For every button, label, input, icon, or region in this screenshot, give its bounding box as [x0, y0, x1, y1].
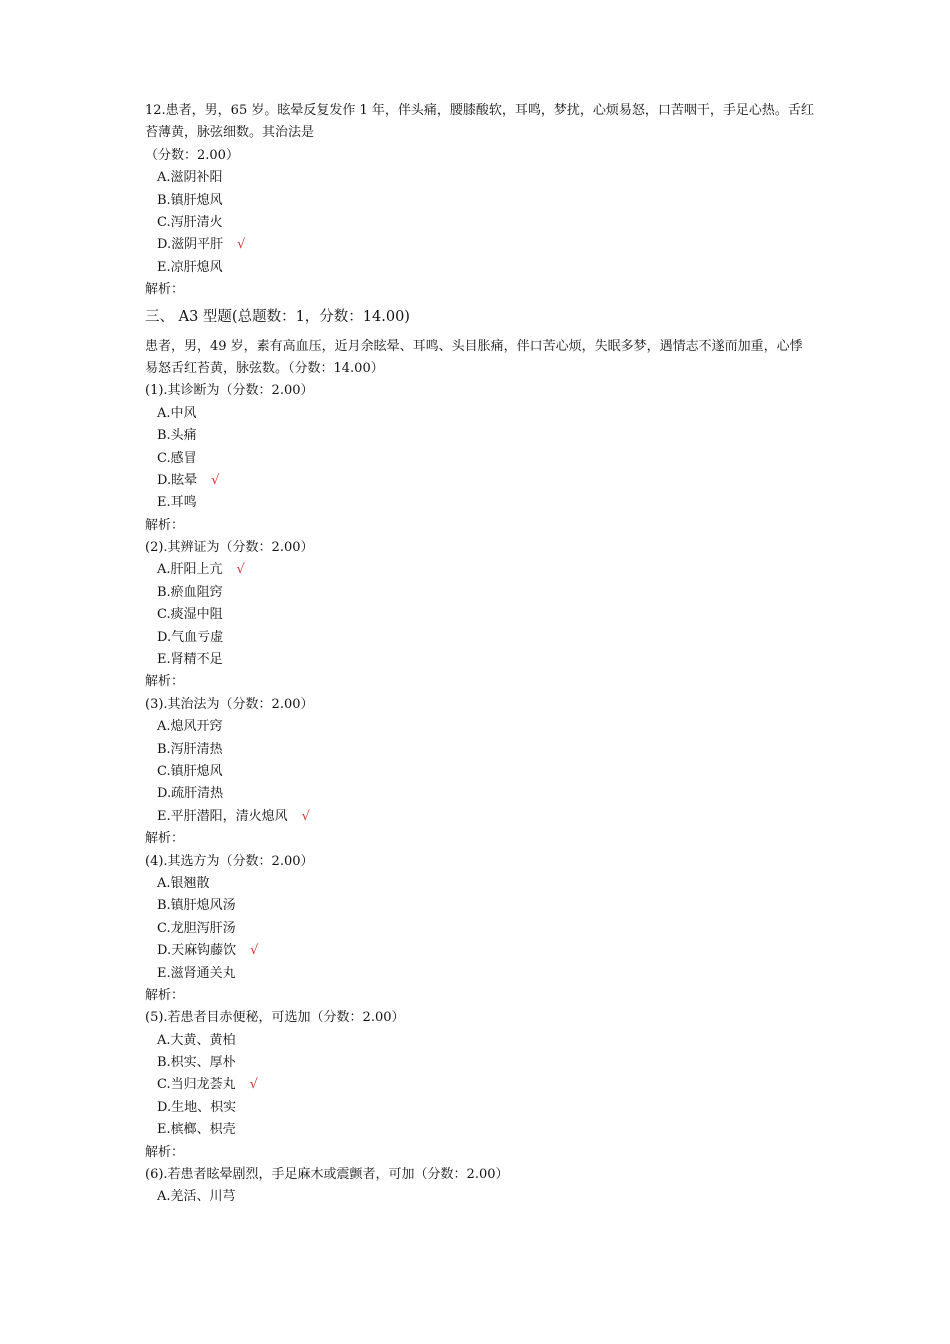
sub-question-1-option: [145, 425, 815, 447]
option-text: A.肝阳上亢: [157, 562, 223, 578]
option-text: D.滋阴平肝: [157, 237, 224, 253]
option-text: A.羌活、川芎: [157, 1189, 236, 1205]
sub-question-2-option: [145, 559, 815, 581]
sub-questions: [145, 380, 815, 1208]
sub-question-2-option: [145, 604, 815, 626]
option-text: E.耳鸣: [157, 495, 197, 511]
correct-check-icon: √: [237, 237, 246, 253]
option-text: E.凉肝熄风: [157, 259, 223, 275]
option-text: D.眩晕: [157, 472, 198, 488]
option-text: E.平肝潜阳，清火熄风: [157, 808, 288, 824]
sub-question-5-option: [145, 1119, 815, 1141]
sub-question-4-option: [145, 963, 815, 985]
option-text: A.滋阴补阳: [157, 170, 223, 186]
correct-check-icon: √: [250, 943, 259, 959]
option-text: C.泻肝清火: [157, 214, 223, 230]
sub-question-4-analysis: 解析：: [145, 987, 185, 1003]
question-12-score: （分数：2.00）: [145, 147, 239, 163]
sub-question-3-option: [145, 806, 815, 828]
sub-question-3-option: [145, 761, 815, 783]
sub-question-3-title: (3).其治法为（分数：2.00）: [145, 696, 314, 712]
section-3-title: 三、 A3 型题(总题数：1，分数：14.00): [145, 308, 410, 325]
question-12-option: [145, 190, 815, 212]
case-stem: 患者，男，49 岁，素有高血压，近月余眩晕、耳鸣、头目胀痛，伴口苦心烦，失眠多梦，遇情志不遂而加重，心悸易怒舌红苔黄，脉弦数。（分数：14.00）: [145, 338, 803, 376]
sub-question-4-title: (4).其选方为（分数：2.00）: [145, 853, 314, 869]
option-text: A.大黄、黄柏: [157, 1032, 236, 1048]
option-text: C.当归龙荟丸: [157, 1077, 236, 1093]
option-text: D.生地、枳实: [157, 1099, 237, 1115]
sub-question-3-option: [145, 739, 815, 761]
sub-question-2-analysis: 解析：: [145, 674, 185, 690]
option-text: E.滋肾通关丸: [157, 965, 236, 981]
sub-question-4-option: [145, 895, 815, 917]
sub-question-2-option: [145, 649, 815, 671]
option-text: C.龙胆泻肝汤: [157, 920, 236, 936]
question-12-option: [145, 167, 815, 189]
correct-check-icon: √: [249, 1077, 258, 1093]
question-12-options: [145, 167, 815, 279]
option-text: B.泻肝清热: [157, 741, 223, 757]
sub-question-3-option: [145, 783, 815, 805]
option-text: D.疏肝清热: [157, 786, 224, 802]
question-12-analysis: 解析：: [145, 282, 185, 298]
option-text: E.肾精不足: [157, 652, 223, 668]
correct-check-icon: √: [301, 808, 310, 824]
sub-question-2-option: [145, 627, 815, 649]
option-text: B.镇肝熄风: [157, 192, 223, 208]
sub-question-6-title: (6).若患者眩晕剧烈，手足麻木或震颤者，可加（分数：2.00）: [145, 1167, 509, 1183]
sub-question-3-option: [145, 716, 815, 738]
exam-page: [145, 100, 815, 1209]
sub-question-5-title: (5).若患者目赤便秘，可选加（分数：2.00）: [145, 1010, 405, 1026]
sub-question-5-option: [145, 1052, 815, 1074]
option-text: B.头痛: [157, 428, 197, 444]
option-text: B.瘀血阻窍: [157, 584, 223, 600]
option-text: C.痰湿中阻: [157, 607, 223, 623]
sub-question-4-option: [145, 940, 815, 962]
sub-question-5-option: [145, 1030, 815, 1052]
sub-question-5-option: [145, 1074, 815, 1096]
sub-question-1-option: [145, 448, 815, 470]
correct-check-icon: √: [211, 472, 220, 488]
sub-question-1-option: [145, 470, 815, 492]
sub-question-2-option: [145, 582, 815, 604]
option-text: C.镇肝熄风: [157, 764, 223, 779]
question-12-option: [145, 234, 815, 256]
sub-question-1-title: (1).其诊断为（分数：2.00）: [145, 383, 314, 399]
option-text: D.天麻钩藤饮: [157, 943, 237, 959]
option-text: B.镇肝熄风汤: [157, 898, 236, 914]
sub-question-1-analysis: 解析：: [145, 517, 185, 533]
question-12-option: [145, 257, 815, 279]
option-text: A.熄风开窍: [157, 719, 223, 735]
sub-question-4-option: [145, 918, 815, 940]
sub-question-1-option: [145, 492, 815, 514]
question-12-option: [145, 212, 815, 234]
option-text: C.感冒: [157, 450, 197, 466]
sub-question-6-option: [145, 1186, 815, 1208]
sub-question-4-option: [145, 873, 815, 895]
option-text: A.中风: [157, 405, 197, 421]
option-text: D.气血亏虚: [157, 629, 224, 645]
correct-check-icon: √: [236, 562, 245, 578]
sub-question-3-analysis: 解析：: [145, 831, 185, 847]
option-text: B.枳实、厚朴: [157, 1055, 236, 1071]
option-text: E.槟榔、枳壳: [157, 1122, 236, 1138]
sub-question-2-title: (2).其辨证为（分数：2.00）: [145, 540, 314, 556]
sub-question-1-option: [145, 403, 815, 425]
sub-question-5-analysis: 解析：: [145, 1144, 185, 1160]
option-text: A.银翘散: [157, 875, 210, 891]
question-12-stem: 12.患者，男，65 岁。眩晕反复发作 1 年，伴头痛，腰膝酸软，耳鸣，梦扰，心烦易怒，口苦咽干，手足心热。舌红苔薄黄，脉弦细数。其治法是: [145, 103, 814, 141]
sub-question-5-option: [145, 1097, 815, 1119]
